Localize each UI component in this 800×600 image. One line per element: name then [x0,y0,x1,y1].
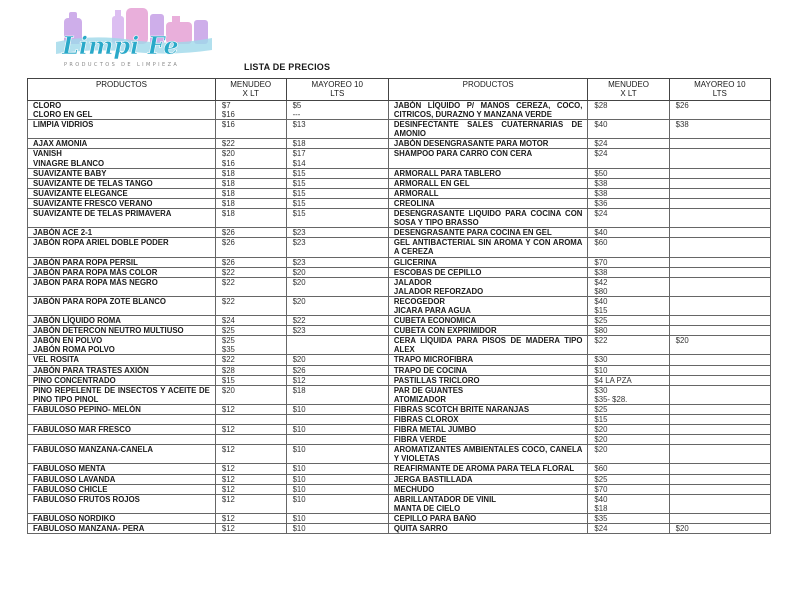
wholesale-price [286,336,388,355]
logo-subtitle: PRODUCTOS DE LIMPIEZA [64,62,180,68]
wholesale-price: $20 [286,355,388,365]
product-name: DESINFECTANTE SALES CUATERNARIAS DE AMONIO [388,120,587,139]
wholesale-price: $17 $14 [286,149,388,168]
wholesale-price [669,435,770,445]
page-title: LISTA DE PRECIOS [244,62,331,72]
retail-price: $12 [215,494,286,513]
product-name: QUITA SARRO [388,524,587,534]
retail-price: $40 $15 [588,296,669,315]
wholesale-price: $15 [286,168,388,178]
retail-price: $7 $16 [215,101,286,120]
wholesale-price [669,445,770,464]
wholesale-price: $38 [669,120,770,139]
product-name: SHAMPOO PARA CARRO CON CERA [388,149,587,168]
product-name: JABÓN PARA ROPA MÁS COLOR [28,267,216,277]
product-name: JABÓN ACE 2-1 [28,228,216,238]
retail-price: $18 [215,178,286,188]
retail-price [215,415,286,425]
table-row [28,277,771,296]
wholesale-price [669,404,770,414]
product-name: FABULOSO MENTA [28,464,216,474]
product-name: SUAVIZANTE DE TELAS TANGO [28,178,216,188]
retail-price: $24 [588,139,669,149]
table-row [28,149,771,168]
product-name: CEPILLO PARA BAÑO [388,513,587,523]
product-name: MECHUDO [388,484,587,494]
table-row [28,198,771,208]
product-name: JALADOR JALADOR REFORZADO [388,277,587,296]
product-name: FABULOSO CHICLE [28,484,216,494]
wholesale-price [669,316,770,326]
table-row [28,178,771,188]
header-wholesale-left: MAYOREO 10 LTS [286,79,388,101]
product-name: AJAX AMONIA [28,139,216,149]
wholesale-price [669,178,770,188]
retail-price: $60 [588,238,669,257]
wholesale-price: $10 [286,464,388,474]
retail-price: $20 [215,385,286,404]
wholesale-price [669,188,770,198]
product-name: GLICERINA [388,257,587,267]
table-row [28,296,771,315]
retail-price: $12 [215,524,286,534]
retail-price: $30 $35- $28. [588,385,669,404]
wholesale-price: $20 [669,524,770,534]
retail-price: $18 [215,209,286,228]
table-row [28,365,771,375]
table-row [28,494,771,513]
table-row [28,355,771,365]
table-row [28,228,771,238]
product-name: ARMORALL PARA TABLERO [388,168,587,178]
wholesale-price [669,139,770,149]
retail-price: $28 [588,101,669,120]
table-row [28,336,771,355]
product-name: VEL ROSITA [28,355,216,365]
product-name: FIBRAS CLOROX [388,415,587,425]
wholesale-price: $23 [286,228,388,238]
retail-price: $24 [588,524,669,534]
brand-logo [52,4,217,70]
wholesale-price [669,238,770,257]
product-name: ESCOBAS DE CEPILLO [388,267,587,277]
product-name: JABÓN LÍQUIDO P/ MANOS CEREZA, COCO, CITRICOS, DURAZNO Y MANZANA VERDE [388,101,587,120]
wholesale-price: $15 [286,178,388,188]
table-header-row [28,79,771,101]
product-name: DESENGRASANTE LIQUIDO PARA COCINA CON SOSA Y TIPO BRASSO [388,209,587,228]
table-row [28,474,771,484]
wholesale-price [669,464,770,474]
wholesale-price: $20 [286,296,388,315]
retail-price: $15 [215,375,286,385]
retail-price: $22 [215,355,286,365]
product-name: FIBRA VERDE [388,435,587,445]
product-name: CLORO CLORO EN GEL [28,101,216,120]
retail-price: $20 [588,425,669,435]
wholesale-price: $23 [286,238,388,257]
table-row [28,257,771,267]
retail-price: $25 [588,404,669,414]
retail-price: $40 [588,228,669,238]
table-row [28,425,771,435]
product-name: JABÓN DESENGRASANTE PARA MOTOR [388,139,587,149]
wholesale-price: $20 [669,336,770,355]
product-name: REAFIRMANTE DE AROMA PARA TELA FLORAL [388,464,587,474]
retail-price: $12 [215,404,286,414]
table-row [28,238,771,257]
wholesale-price [669,375,770,385]
retail-price: $12 [215,513,286,523]
product-name: ABRILLANTADOR DE VINIL MANTA DE CIELO [388,494,587,513]
wholesale-price [669,198,770,208]
retail-price: $24 [588,149,669,168]
wholesale-price [669,296,770,315]
product-name: PINO CONCENTRADO [28,375,216,385]
product-name: GEL ANTIBACTERIAL SIN AROMA Y CON AROMA A CEREZA [388,238,587,257]
retail-price: $40 [588,120,669,139]
wholesale-price: $10 [286,494,388,513]
retail-price: $42 $80 [588,277,669,296]
retail-price: $20 $16 [215,149,286,168]
retail-price [215,435,286,445]
retail-price: $12 [215,474,286,484]
product-name: PAR DE GUANTES ATOMIZADOR [388,385,587,404]
retail-price: $4 LA PZA [588,375,669,385]
wholesale-price: $10 [286,524,388,534]
retail-price: $25 [588,316,669,326]
retail-price: $40 $18 [588,494,669,513]
wholesale-price [669,277,770,296]
wholesale-price: $23 [286,257,388,267]
wholesale-price [669,149,770,168]
table-row [28,267,771,277]
table-row [28,524,771,534]
wholesale-price: $15 [286,188,388,198]
product-name: FABULOSO MANZANA-CANELA [28,445,216,464]
product-name: SUAVIZANTE BABY [28,168,216,178]
wholesale-price: $20 [286,277,388,296]
wholesale-price [669,209,770,228]
wholesale-price: $10 [286,484,388,494]
table-row [28,435,771,445]
retail-price: $70 [588,484,669,494]
retail-price: $25 $35 [215,336,286,355]
retail-price: $80 [588,326,669,336]
retail-price: $22 [215,267,286,277]
retail-price: $25 [588,474,669,484]
header-retail-right: MENUDEO X LT [588,79,669,101]
wholesale-price: $18 [286,139,388,149]
retail-price: $12 [215,484,286,494]
wholesale-price: $26 [669,101,770,120]
product-name: ARMORALL EN GEL [388,178,587,188]
retail-price: $20 [588,435,669,445]
table-row [28,445,771,464]
product-name: CUBETA CON EXPRIMIDOR [388,326,587,336]
retail-price: $36 [588,198,669,208]
retail-price: $16 [215,120,286,139]
table-row [28,415,771,425]
table-row [28,404,771,414]
retail-price: $26 [215,257,286,267]
retail-price: $10 [588,365,669,375]
product-name: JABÓN PARA ROPA ZOTE BLANCO [28,296,216,315]
header-products-left: PRODUCTOS [28,79,216,101]
wholesale-price [669,513,770,523]
product-name: FIBRA METAL JUMBO [388,425,587,435]
retail-price: $22 [588,336,669,355]
product-name: TRAPO DE COCINA [388,365,587,375]
product-name: SUAVIZANTE FRESCO VERANO [28,198,216,208]
table-row [28,188,771,198]
product-name: PINO REPELENTE DE INSECTOS Y ACEITE DE PINO TIPO PINOL [28,385,216,404]
product-name: JABON PARA ROPA MÁS NEGRO [28,277,216,296]
product-name: FABULOSO MANZANA- PERA [28,524,216,534]
retail-price: $28 [215,365,286,375]
retail-price: $12 [215,425,286,435]
wholesale-price: $15 [286,198,388,208]
product-name: LIMPIA VIDRIOS [28,120,216,139]
wholesale-price: $22 [286,316,388,326]
product-name: JABÓN DETERCON NEUTRO MULTIUSO [28,326,216,336]
table-row [28,513,771,523]
wholesale-price [669,168,770,178]
table-row [28,375,771,385]
retail-price: $26 [215,228,286,238]
wholesale-price [669,415,770,425]
table-row [28,139,771,149]
retail-price: $70 [588,257,669,267]
product-name: JABÓN LÍQUIDO ROMA [28,316,216,326]
wholesale-price [669,494,770,513]
wholesale-price: $10 [286,425,388,435]
product-name: CUBETA ECONOMICA [388,316,587,326]
retail-price: $38 [588,188,669,198]
product-name: PASTILLAS TRICLORO [388,375,587,385]
product-name: RECOGEDOR JICARA PARA AGUA [388,296,587,315]
logo-text: Limpi Fe [62,31,179,60]
product-name: FABULOSO NORDIKO [28,513,216,523]
product-name: SUAVIZANTE ELEGANCE [28,188,216,198]
wholesale-price: $26 [286,365,388,375]
product-name: CREOLINA [388,198,587,208]
wholesale-price: $10 [286,513,388,523]
header-wholesale-right: MAYOREO 10 LTS [669,79,770,101]
retail-price: $18 [215,198,286,208]
wholesale-price [669,355,770,365]
table-row [28,168,771,178]
wholesale-price [669,228,770,238]
wholesale-price [669,425,770,435]
table-row [28,120,771,139]
product-name: SUAVIZANTE DE TELAS PRIMAVERA [28,209,216,228]
product-name: FABULOSO MAR FRESCO [28,425,216,435]
retail-price: $12 [215,445,286,464]
product-name: VANISH VINAGRE BLANCO [28,149,216,168]
retail-price: $24 [215,316,286,326]
wholesale-price: $23 [286,326,388,336]
table-row [28,385,771,404]
retail-price: $60 [588,464,669,474]
header-retail-left: MENUDEO X LT [215,79,286,101]
retail-price: $38 [588,267,669,277]
wholesale-price: $10 [286,474,388,484]
wholesale-price [669,385,770,404]
retail-price: $30 [588,355,669,365]
retail-price: $22 [215,139,286,149]
wholesale-price [669,267,770,277]
wholesale-price: $15 [286,209,388,228]
retail-price: $15 [588,415,669,425]
wholesale-price [669,326,770,336]
retail-price: $38 [588,178,669,188]
product-name: DESENGRASANTE PARA COCINA EN GEL [388,228,587,238]
product-name: FABULOSO PEPINO- MELÓN [28,404,216,414]
product-name [28,415,216,425]
product-name: JABÓN ROPA ARIEL DOBLE PODER [28,238,216,257]
price-table [27,78,771,534]
wholesale-price: $12 [286,375,388,385]
wholesale-price [286,435,388,445]
wholesale-price: $10 [286,404,388,414]
table-row [28,326,771,336]
product-name [28,435,216,445]
table-row [28,484,771,494]
product-name: FABULOSO FRUTOS ROJOS [28,494,216,513]
table-row [28,316,771,326]
retail-price: $26 [215,238,286,257]
product-name: JABÓN PARA ROPA PERSIL [28,257,216,267]
wholesale-price: $20 [286,267,388,277]
header-products-right: PRODUCTOS [388,79,587,101]
wholesale-price [669,365,770,375]
retail-price: $50 [588,168,669,178]
wholesale-price [286,415,388,425]
retail-price: $25 [215,326,286,336]
product-name: TRAPO MICROFIBRA [388,355,587,365]
product-name: FIBRAS SCOTCH BRITE NARANJAS [388,404,587,414]
table-row [28,101,771,120]
wholesale-price: $13 [286,120,388,139]
wholesale-price: $18 [286,385,388,404]
wholesale-price: $5 --- [286,101,388,120]
wholesale-price [669,484,770,494]
wholesale-price [669,474,770,484]
retail-price: $18 [215,188,286,198]
retail-price: $18 [215,168,286,178]
product-name: ARMORALL [388,188,587,198]
product-name: JABÓN PARA TRASTES AXIÓN [28,365,216,375]
table-row [28,209,771,228]
product-name: JERGA BASTILLADA [388,474,587,484]
product-name: FABULOSO LAVANDA [28,474,216,484]
product-name: AROMATIZANTES AMBIENTALES COCO, CANELA Y VIOLETAS [388,445,587,464]
table-body [28,101,771,534]
retail-price: $35 [588,513,669,523]
product-name: CERA LÍQUIDA PARA PISOS DE MADERA TIPO ALEX [388,336,587,355]
table-row [28,464,771,474]
wholesale-price: $10 [286,445,388,464]
retail-price: $24 [588,209,669,228]
logo-graphic [52,4,217,70]
wholesale-price [669,257,770,267]
product-name: JABÓN EN POLVO JABÓN ROMA POLVO [28,336,216,355]
retail-price: $22 [215,277,286,296]
retail-price: $20 [588,445,669,464]
retail-price: $12 [215,464,286,474]
retail-price: $22 [215,296,286,315]
